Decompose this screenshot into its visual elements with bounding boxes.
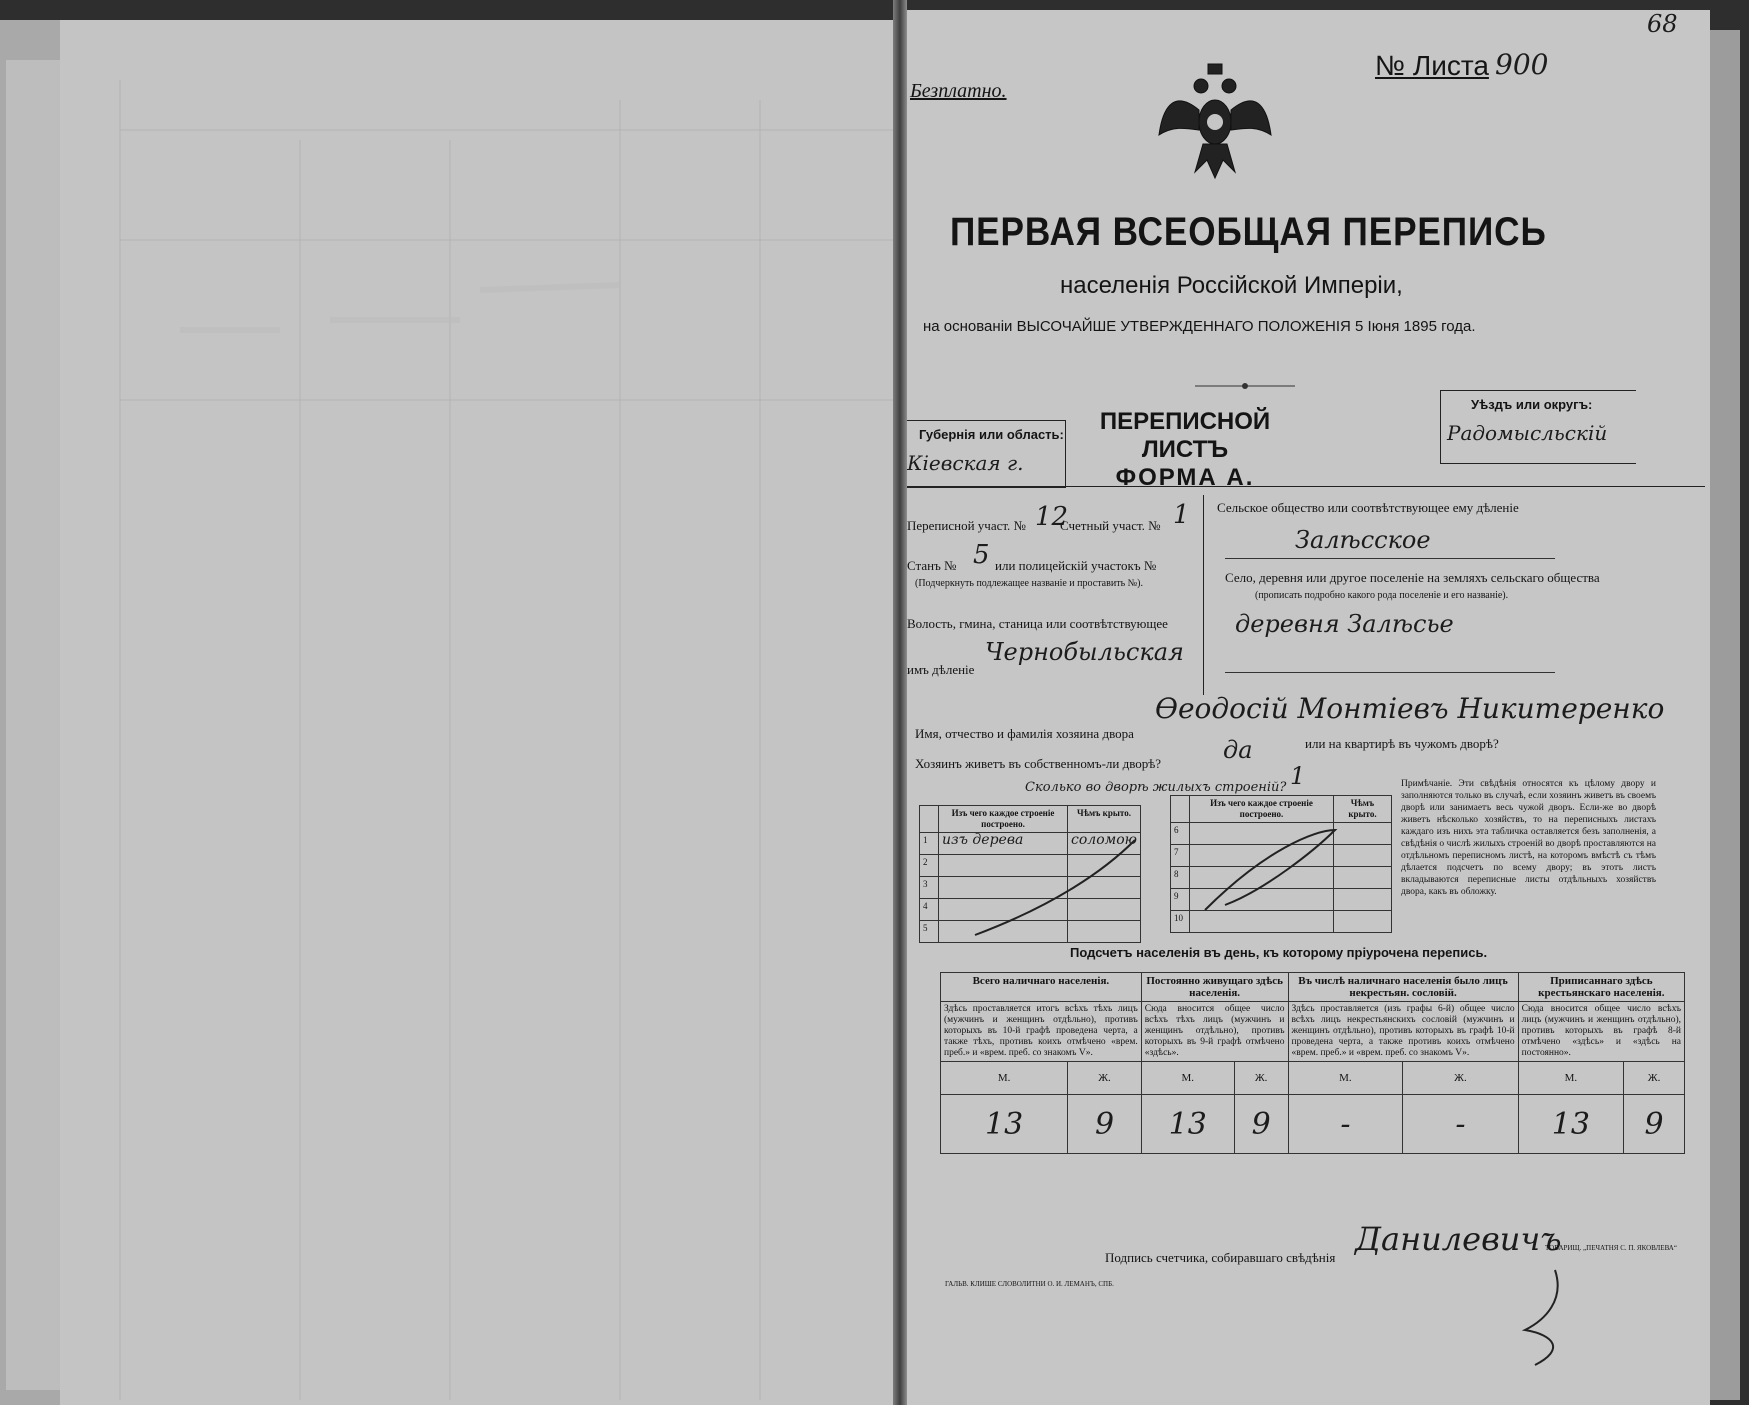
owner-label: Имя, отчество и фамилія хозяина двора (915, 726, 1134, 741)
dwelling-col-roof: Чѣмъ крыто. (1068, 806, 1141, 833)
census-heading: Подсчетъ населенія въ день, къ которому пріурочена перепись. (1070, 945, 1488, 960)
registered-zh: 9 (1624, 1095, 1685, 1154)
selo-note: (прописать подробно какого рода поселеніе и его названіе). (1255, 590, 1509, 601)
form-legal-basis: на основаніи ВЫСОЧАЙШЕ УТВЕРЖДЕННАГО ПОЛОЖЕНІЯ 5 Іюня 1895 года. (923, 318, 1476, 335)
table-row: 1 изъ дерева соломою (920, 833, 1141, 855)
table-row: 4 (920, 899, 1141, 921)
underline-note: (Подчеркнуть подлежащее названіе и проставить №). (915, 578, 1143, 589)
stan-value: 5 (973, 540, 990, 570)
table-row: 2 (920, 855, 1141, 877)
uchastok-label: Переписной участ. № (907, 518, 1026, 533)
table-row: 7 (1171, 845, 1392, 867)
printer-mark-left: ГАЛЬВ. КЛИШЕ СЛОВОЛИТНИ О. И. ЛЕМАНЪ, СПБ. (945, 1280, 1114, 1288)
signature-label: Подпись счетчика, собиравшаго свѣдѣнія (1105, 1250, 1336, 1265)
permanent-m: 13 (1141, 1095, 1234, 1154)
obshchestvo-label: Сельское общество или соотвѣтствующее ему дѣленіе (1217, 500, 1519, 515)
own-yard-value: да (1223, 736, 1253, 764)
census-col-total: Всего наличнаго населенія. (941, 973, 1142, 1002)
selo-rule (1225, 672, 1555, 673)
sheet-number-value: 900 (1495, 48, 1549, 81)
printer-mark-right: ТОВАРИЩ. „ПЕЧАТНЯ С. П. ЯКОВЛЕВА“ (1545, 1244, 1677, 1252)
obshchestvo-rule (1225, 558, 1555, 559)
stan-label: Станъ № (907, 558, 957, 573)
volost-label: Волость, гмина, станица или соотвѣтствующее (907, 616, 1168, 631)
table-row: 5 (920, 921, 1141, 943)
enumerator-signature: Данилевичъ (1355, 1220, 1562, 1258)
uezd-value: Радомысльскій (1447, 421, 1608, 445)
guberniya-label: Губернія или область: (919, 427, 1064, 442)
uezd-label: Уѣздъ или округъ: (1471, 397, 1593, 412)
buildings-label: Сколько во дворѣ жилыхъ строеній? (1025, 780, 1287, 795)
table-row: 8 (1171, 867, 1392, 889)
census-table: Всего наличнаго населенія. Постоянно живущаго здѣсь населенія. Въ числѣ наличнаго населенія было лицъ некрестьян. сословій. Приписаннаго здѣсь крестьянскаго населенія. Здѣсь проставляется итогъ всѣхъ тѣхъ лицъ (мужчинъ и женщинъ отдѣльно), противъ которыхъ въ 10-й графѣ проведена черта, а также тѣхъ, противъ коихъ отмѣчено «врем. преб.» и «врем. преб. со знакомъ V». Сюда вносится общее число всѣхъ тѣхъ лицъ (мужчинъ и женщинъ отдѣльно), противъ которыхъ въ 9-й графѣ отмѣчено «здѣсь». Здѣсь проставляется (изъ графы 6-й) общее число всѣхъ лицъ некрестьянскихъ сословій (мужчинъ и женщинъ отдѣльно), противъ которыхъ въ графѣ 10-й проведена черта, а также противъ коихъ отмѣчено «врем. преб.» и «врем. преб. со знакомъ V». Сюда вносится общее число всѣхъ лицъ (мужчинъ и женщинъ отдѣльно), противъ которыхъ въ графѣ 8-й отмѣчено «здѣсь» и «здѣсь на постоянно». М. Ж. М. Ж. М. Ж. М. Ж. 13 9 13 9 - - 13 9 (940, 972, 1685, 1154)
permanent-zh: 9 (1234, 1095, 1288, 1154)
header-divider (905, 486, 1705, 487)
uezd-box (1440, 390, 1636, 464)
volost-label-2: имъ дѣленіе (907, 662, 975, 677)
census-col-registered: Приписаннаго здѣсь крестьянскаго населенія. (1518, 973, 1684, 1002)
dwelling-note: Примѣчаніе. Эти свѣдѣнія относятся къ цѣлому двору и заполняются только въ случаѣ, если хозяинъ живетъ въ своемъ дворѣ или занимаетъ весь чужой дворъ. Если-же во дворѣ живетъ нѣсколько хозяйствъ, то на переписныхъ листахъ каждаго изъ нихъ эта табличка оставляется безъ заполненія, а свѣдѣнія о числѣ жилыхъ строеній во дворѣ проставляются на отдѣльномъ переписномъ листѣ, на которомъ вмѣстѣ съ тѣмъ дѣлается подсчетъ по всему двору; въ этотъ листъ вкладываются переписные листы отдѣльныхъ хозяйствъ двора, какъ въ обложку. (1401, 779, 1656, 897)
registered-m: 13 (1518, 1095, 1623, 1154)
guberniya-box (905, 420, 1066, 488)
nonpeasant-zh: - (1403, 1095, 1518, 1154)
imperial-eagle-emblem (1155, 60, 1275, 190)
cancellation-strokes (935, 810, 1395, 940)
table-row: 3 (920, 877, 1141, 899)
show-through-ruling (60, 20, 900, 1405)
obshchestvo-value: Залѣсское (1295, 526, 1431, 554)
signature-flourish (1485, 1260, 1605, 1370)
census-form-page (905, 10, 1710, 1405)
uchastok-value: 12 (1035, 502, 1069, 532)
book-spine (893, 0, 907, 1405)
table-row: 10 (1171, 911, 1392, 933)
nonpeasant-m: - (1288, 1095, 1403, 1154)
selo-label: Село, деревня или другое поселеніе на земляхъ сельскаго общества (1225, 570, 1600, 585)
census-col-permanent: Постоянно живущаго здѣсь населенія. (1141, 973, 1288, 1002)
underlying-sheet (6, 60, 66, 1390)
left-page (0, 20, 900, 1405)
dwelling-table-right: Изъ чего каждое строеніе построено. Чѣмъ крыто. 6 7 8 9 10 (1170, 795, 1392, 933)
form-name: ФОРМА А. (1115, 464, 1255, 491)
police-label: или полицейскій участокъ № (995, 558, 1157, 573)
volost-value: Чернобыльская (985, 638, 1184, 666)
sheet-number-label: № Листа (1375, 50, 1489, 81)
table-row: 9 (1171, 889, 1392, 911)
fields-column-divider (1203, 495, 1204, 695)
form-heading-block (1085, 408, 1285, 492)
owner-value: Ѳеодосій Монтіевъ Никитеренко (1155, 692, 1665, 725)
row1-material: изъ дерева (939, 833, 1068, 855)
table-row: 6 (1171, 823, 1392, 845)
schetny-value: 1 (1173, 500, 1190, 530)
form-title: ПЕРВАЯ ВСЕОБЩАЯ ПЕРЕПИСЬ (950, 210, 1547, 254)
form-heading: ПЕРЕПИСНОЙ ЛИСТЪ (1099, 408, 1271, 463)
census-col-nonpeasant: Въ числѣ наличнаго населенія было лицъ некрестьян. сословій. (1288, 973, 1518, 1002)
left-sheet-verso (60, 20, 900, 1405)
guberniya-value: Кіевская г. (907, 451, 1024, 475)
dwelling-col-material: Изъ чего каждое строеніе построено. (939, 806, 1068, 833)
selo-value: деревня Залѣсье (1235, 610, 1454, 638)
schetny-label: Счетный участ. № (1060, 518, 1161, 533)
own-yard-label: Хозяинъ живетъ въ собственномъ-ли дворѣ? (915, 756, 1162, 771)
corner-folio-number: 68 (1647, 10, 1678, 38)
free-label: Безплатно. (910, 80, 1007, 102)
rent-label: или на квартирѣ въ чужомъ дворѣ? (1305, 736, 1499, 751)
buildings-value: 1 (1290, 762, 1306, 790)
ornament-divider (1195, 380, 1295, 392)
form-subtitle: населенія Россійской Имперіи, (1060, 272, 1403, 299)
row1-roof: соломою (1068, 833, 1141, 855)
total-m: 13 (941, 1095, 1068, 1154)
total-zh: 9 (1068, 1095, 1142, 1154)
